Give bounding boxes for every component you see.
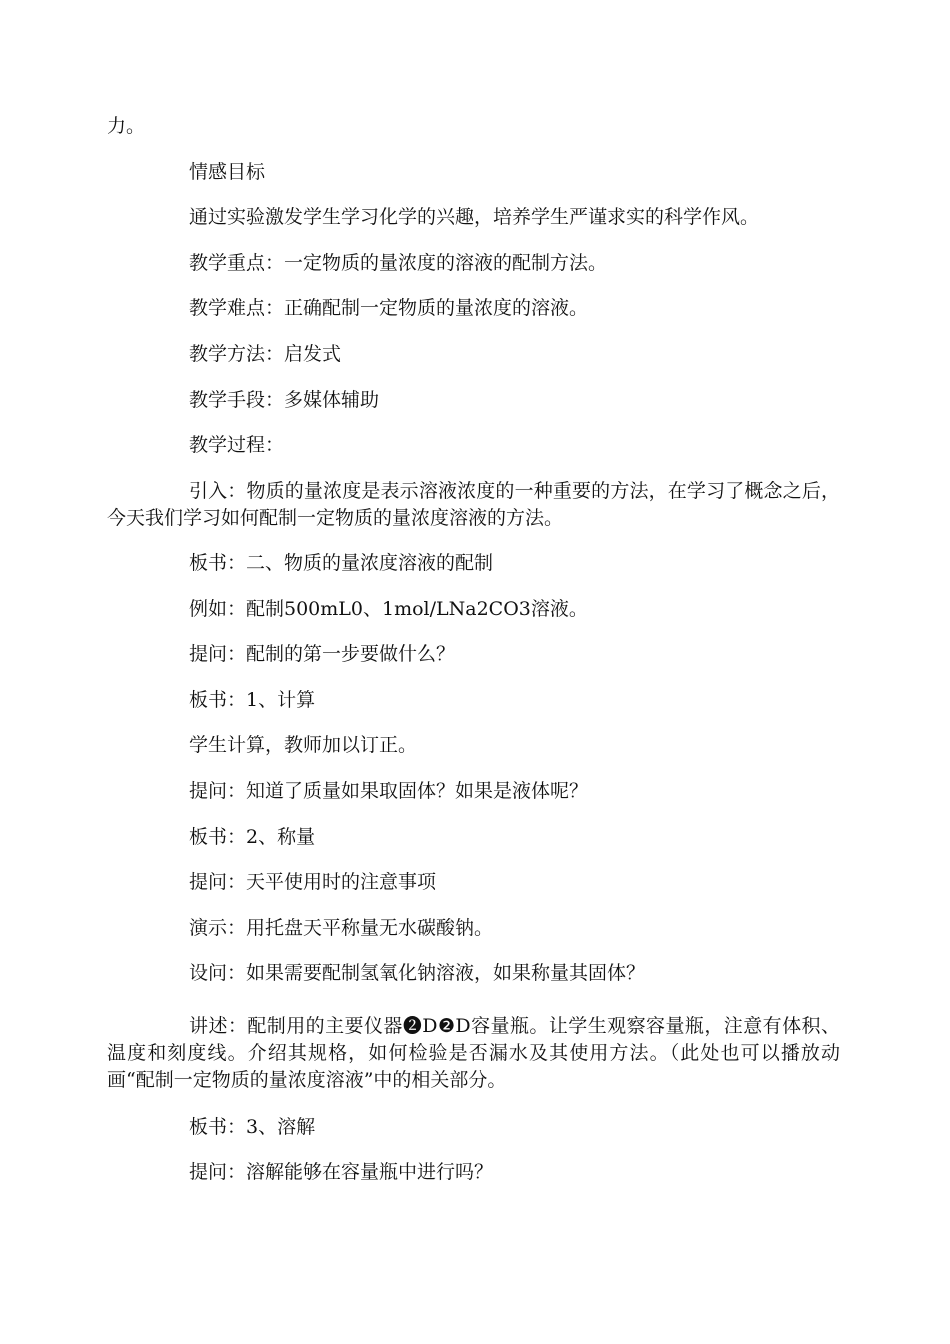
board-writing-calculate: 板书：1、计算 bbox=[189, 689, 316, 711]
example-line: 例如：配制500mL0、1mol/LNa2CO3溶液。 bbox=[189, 598, 588, 620]
teaching-difficulty: 教学难点：正确配制一定物质的量浓度的溶液。 bbox=[189, 297, 589, 319]
question-naoh: 设问：如果需要配制氢氧化钠溶液，如果称量其固体？ bbox=[189, 962, 646, 984]
paragraph-volumetric-flask: 讲述：配制用的主要仪器❷D❷D容量瓶。让学生观察容量瓶，注意有体积、温度和刻度线。介绍其规格，如何检验是否漏水及其使用方法。（此处也可以播放动画“配制一定物质的量浓度溶液”中的相关部分。 bbox=[107, 1015, 840, 1091]
question-dissolve-in-flask: 提问：溶解能够在容量瓶中进行吗？ bbox=[189, 1161, 494, 1183]
student-calculation: 学生计算，教师加以订正。 bbox=[189, 734, 418, 756]
board-writing-dissolve: 板书：3、溶解 bbox=[189, 1116, 316, 1138]
question-balance-notes: 提问：天平使用时的注意事项 bbox=[189, 871, 437, 893]
paragraph-affective-goal: 通过实验激发学生学习化学的兴趣，培养学生严谨求实的科学作风。 bbox=[189, 206, 760, 228]
paragraph-introduction: 引入：物质的量浓度是表示溶液浓度的一种重要的方法，在学习了概念之后，今天我们学习如何配制一定物质的量浓度溶液的方法。 bbox=[107, 480, 840, 529]
teaching-method: 教学方法：启发式 bbox=[189, 343, 342, 365]
heading-affective-goal: 情感目标 bbox=[189, 161, 266, 183]
teaching-means: 教学手段：多媒体辅助 bbox=[189, 389, 380, 411]
teaching-process-heading: 教学过程： bbox=[189, 434, 285, 456]
board-writing-weigh: 板书：2、称量 bbox=[189, 826, 316, 848]
question-solid-liquid: 提问：知道了质量如果取固体？如果是液体呢？ bbox=[189, 780, 589, 802]
paragraph-continuation: 力。 bbox=[107, 115, 146, 137]
question-first-step: 提问：配制的第一步要做什么？ bbox=[189, 643, 456, 665]
board-writing-section-2: 板书：二、物质的量浓度溶液的配制 bbox=[189, 552, 494, 574]
teaching-key-point: 教学重点：一定物质的量浓度的溶液的配制方法。 bbox=[189, 252, 608, 274]
demonstration-weighing: 演示：用托盘天平称量无水碳酸钠。 bbox=[189, 917, 494, 939]
